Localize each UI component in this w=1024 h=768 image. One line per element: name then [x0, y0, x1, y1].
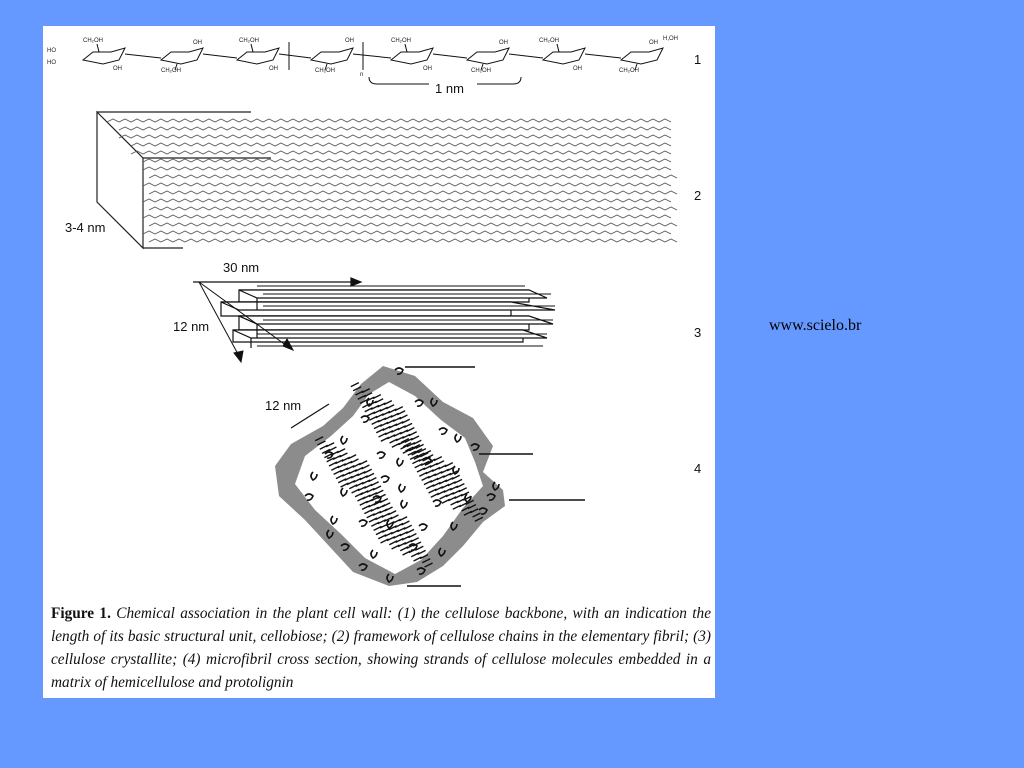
cellulose-chain — [149, 191, 677, 194]
glucose-ring — [621, 48, 663, 64]
glycosidic-bond — [585, 54, 621, 58]
ring-substituent — [251, 44, 253, 52]
ch2oh-label: CH₂OH — [619, 68, 639, 74]
cellulose-chain — [107, 119, 671, 122]
oh-label: OH — [423, 66, 432, 72]
oh-label: OH — [269, 66, 278, 72]
n-label: n — [360, 72, 364, 78]
cellulose-chain — [143, 231, 671, 234]
ring-substituent — [97, 44, 99, 52]
strand-segment — [351, 383, 359, 387]
glucose-ring — [83, 48, 125, 64]
panel-number-2: 2 — [694, 188, 702, 203]
cellulose-chain — [143, 183, 671, 186]
oh-label: OH — [649, 40, 658, 46]
panel-number-1: 1 — [694, 52, 702, 67]
crystallite-length-arrow — [193, 278, 361, 286]
ch2oh-label: CH₂OH — [161, 68, 181, 74]
one-nm-label: 1 nm — [435, 81, 464, 96]
ch2oh-label: CH₂OH — [83, 38, 103, 44]
ch2oh-label: CH₂OH — [471, 68, 491, 74]
caption-label: Figure 1. — [51, 605, 111, 622]
cellulose-crystallite — [221, 290, 555, 348]
h-oh-label: H,OH — [663, 36, 678, 42]
ch2oh-label: CH₂OH — [391, 38, 411, 44]
glucose-ring — [391, 48, 433, 64]
elementary-fibril — [97, 112, 677, 248]
oh-label: OH — [113, 66, 122, 72]
cellulose-chain — [149, 207, 677, 210]
ring-substituent — [405, 44, 407, 52]
glycosidic-bond — [203, 54, 237, 58]
cellulose-chain — [149, 175, 677, 178]
crystallite-length-label: 30 nm — [223, 260, 260, 275]
glycosidic-bond — [353, 54, 391, 58]
glucose-ring — [161, 48, 203, 64]
cellulose-chain — [119, 135, 671, 138]
cellulose-chain — [143, 159, 671, 162]
glycosidic-bond — [433, 54, 467, 58]
caption-text: Chemical association in the plant cell wall: (1) the cellulose backbone, with an indication the length of its basic structural unit, cellobiose; (2) framework of cellulose chains in the elementary fibril; (3) cellulose crystallite; (4) microfibril cross section, showing strands of cellulose molecules embedded in a matrix of hemicellulose and protolignin — [51, 605, 711, 691]
cellulose-chain — [149, 239, 677, 242]
figure-caption — [51, 602, 711, 694]
fibril-width-label: 3-4 nm — [65, 220, 106, 235]
source-url[interactable]: www.scielo.br — [769, 317, 862, 334]
crystallite-width-label: 12 nm — [173, 319, 210, 334]
cellulose-chain — [131, 143, 671, 146]
glucose-ring — [311, 48, 353, 64]
ch2oh-label: CH₂OH — [239, 38, 259, 44]
oh-label: OH — [345, 38, 354, 44]
cellulose-chain — [143, 215, 671, 218]
oh-label: OH — [573, 66, 582, 72]
panel-number-3: 3 — [694, 325, 702, 340]
figure-panel — [43, 26, 715, 698]
cellulose-chain — [143, 199, 671, 202]
microfibril-cross-section — [275, 366, 505, 586]
glycosidic-bond — [279, 54, 311, 58]
ch2oh-label: CH₂OH — [315, 68, 335, 74]
cellulose-chain — [119, 127, 671, 130]
ring-substituent — [557, 44, 559, 52]
cellulose-chain — [131, 151, 671, 154]
glycosidic-bond — [125, 54, 161, 58]
glycosidic-bond — [509, 54, 543, 58]
glucose-ring — [543, 48, 585, 64]
microfibril-width-label: 12 nm — [265, 398, 302, 413]
oh-label: OH — [499, 40, 508, 46]
oh-label: OH — [193, 40, 202, 46]
cellulose-chain — [149, 223, 677, 226]
panel-number-4: 4 — [694, 461, 702, 476]
glucose-ring — [467, 48, 509, 64]
ch2oh-label: CH₂OH — [539, 38, 559, 44]
ho-label: HO — [47, 48, 56, 54]
cellulose-chain — [143, 167, 671, 170]
figure-illustration — [43, 26, 715, 698]
ho-label: HO — [47, 60, 56, 66]
glucose-ring — [237, 48, 279, 64]
